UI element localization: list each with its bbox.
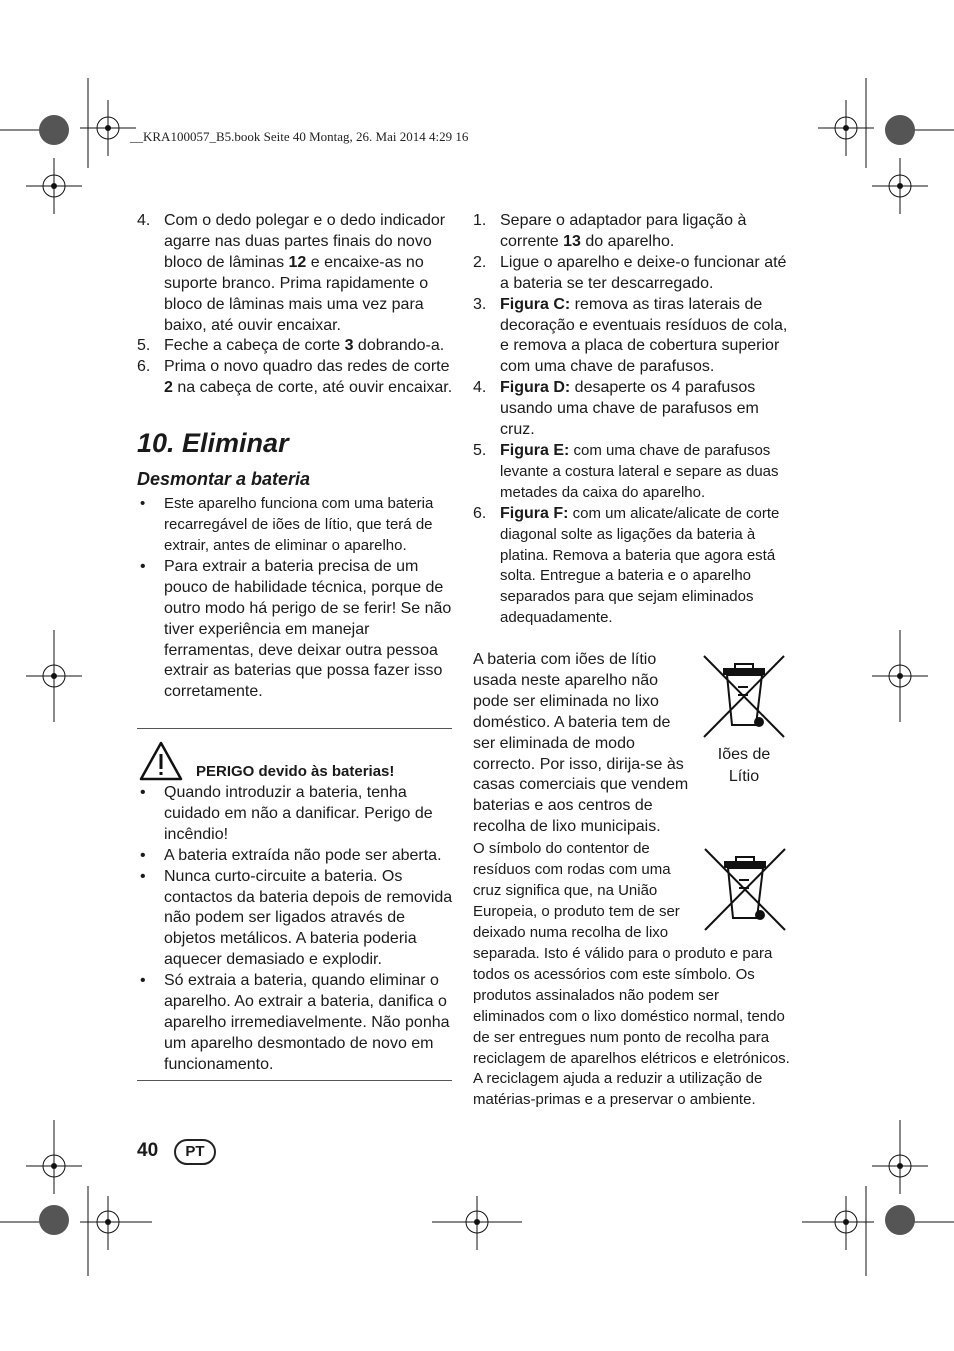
right-column: [473, 211, 791, 629]
warning-icon: [139, 741, 183, 781]
list-item: • Só extraia a bateria, quando eliminar o aparelho. Ao extrair a bateria, danifica o aparelho irremediavelmente. Não ponha um aparelho desmontado de novo em funcionamento.: [140, 972, 450, 1073]
crossed-bin-icon: [703, 846, 787, 932]
warning-title: PERIGO devido às baterias!: [196, 763, 395, 780]
book-header: __KRA100057_B5.book Seite 40 Montag, 26. Mai 2014 4:29 16: [130, 129, 469, 144]
page-number: 40: [137, 1140, 159, 1161]
battery-icon-caption: Iões de Lítio: [717, 746, 771, 785]
subsection-title: Desmontar a bateria: [137, 469, 311, 490]
battery-paragraph: A bateria com iões de lítio usada neste aparelho não pode ser eliminada no lixo doméstico. A bateria tem de ser eliminada de modo correcto. Por isso, dirija-se às casas comerciais que vendem baterias e aos centros de recolha de lixo municipais.: [473, 651, 689, 836]
crossed-bin-icon: [702, 653, 786, 739]
step-5: 5. Feche a cabeça de corte 3 dobrando-a.: [137, 337, 445, 355]
list-item: • Para extrair a bateria precisa de um pouco de habilidade técnica, porque de outro modo há perigo de se ferir! Se não tiver experiência em manejar ferramentas, deve deixar outra pessoa extrair as baterias que possa fazer isso corretamente.: [140, 557, 452, 701]
section-title: 10. Eliminar: [137, 428, 289, 459]
divider: [137, 728, 452, 729]
step-3: 3. Figura C: remova as tiras laterais de decoração e eventuais resíduos de cola, e remova a placa de cobertura superior com uma chave de parafusos.: [473, 295, 788, 376]
list-item: • Quando introduzir a bateria, tenha cuidado em não a danificar. Perigo de incêndio!: [140, 784, 433, 843]
step-6-right: 6. Figura F: com um alicate/alicate de corte diagonal solte as ligações da bateria à platina. Remova a bateria que agora está solta. Entregue a bateria e o aparelho separados para que sejam eliminados adequadamente.: [473, 504, 780, 627]
bin-paragraph-2: separada. Isto é válido para o produto e para todos os acessórios com este símbolo. Os produtos assinalados não podem ser eliminados com o lixo doméstico normal, tendo de ser entregues num ponto de recolha para reciclagem de aparelhos elétricos e eletrónicos. A reciclagem ajuda a reduzir a utilização de matérias-primas e a preservar o ambiente.: [473, 945, 790, 1109]
divider: [137, 1080, 452, 1081]
step-6: 6. Prima o novo quadro das redes de corte 2 na cabeça de corte, até ouvir encaixar.: [137, 358, 453, 397]
step-4: 4. Com o dedo polegar e o dedo indicador agarre nas duas partes finais do novo bloco de lâminas 12 e encaixe-as no suporte branco. Prima rapidamente o bloco de lâminas mais uma vez para baixo, até ouvir encaixar.: [137, 212, 446, 334]
step-4-right: 4. Figura D: desaperte os 4 parafusos usando uma chave de parafusos em cruz.: [473, 379, 759, 439]
step-2: 2. Ligue o aparelho e deixe-o funcionar até a bateria se ter descarregado.: [473, 253, 787, 292]
warning-list: [137, 783, 455, 1076]
step-1: 1. Separe o adaptador para ligação à corrente 13 do aparelho.: [473, 212, 747, 250]
list-item: • Este aparelho funciona com uma bateria recarregável de iões de lítio, que terá de extrair, antes de eliminar o aparelho.: [140, 495, 434, 554]
list-item: • Nunca curto-circuite a bateria. Os contactos da bateria depois de removida não podem ser ligados através de objetos metálicos. A bateria poderia aquecer demasiado e explodir.: [140, 867, 453, 969]
step-5-right: 5. Figura E: com uma chave de parafusos levante a costura lateral e separe as duas metades da caixa do aparelho.: [473, 441, 779, 501]
list-item: • A bateria extraída não pode ser aberta.: [140, 846, 442, 864]
language-badge: PT: [174, 1139, 216, 1165]
bin-paragraph-1: O símbolo do contentor de resíduos com rodas com uma cruz significa que, na União Europeia, o produto tem de ser deixado numa recolha de lixo: [473, 840, 680, 941]
left-column: [137, 211, 455, 703]
